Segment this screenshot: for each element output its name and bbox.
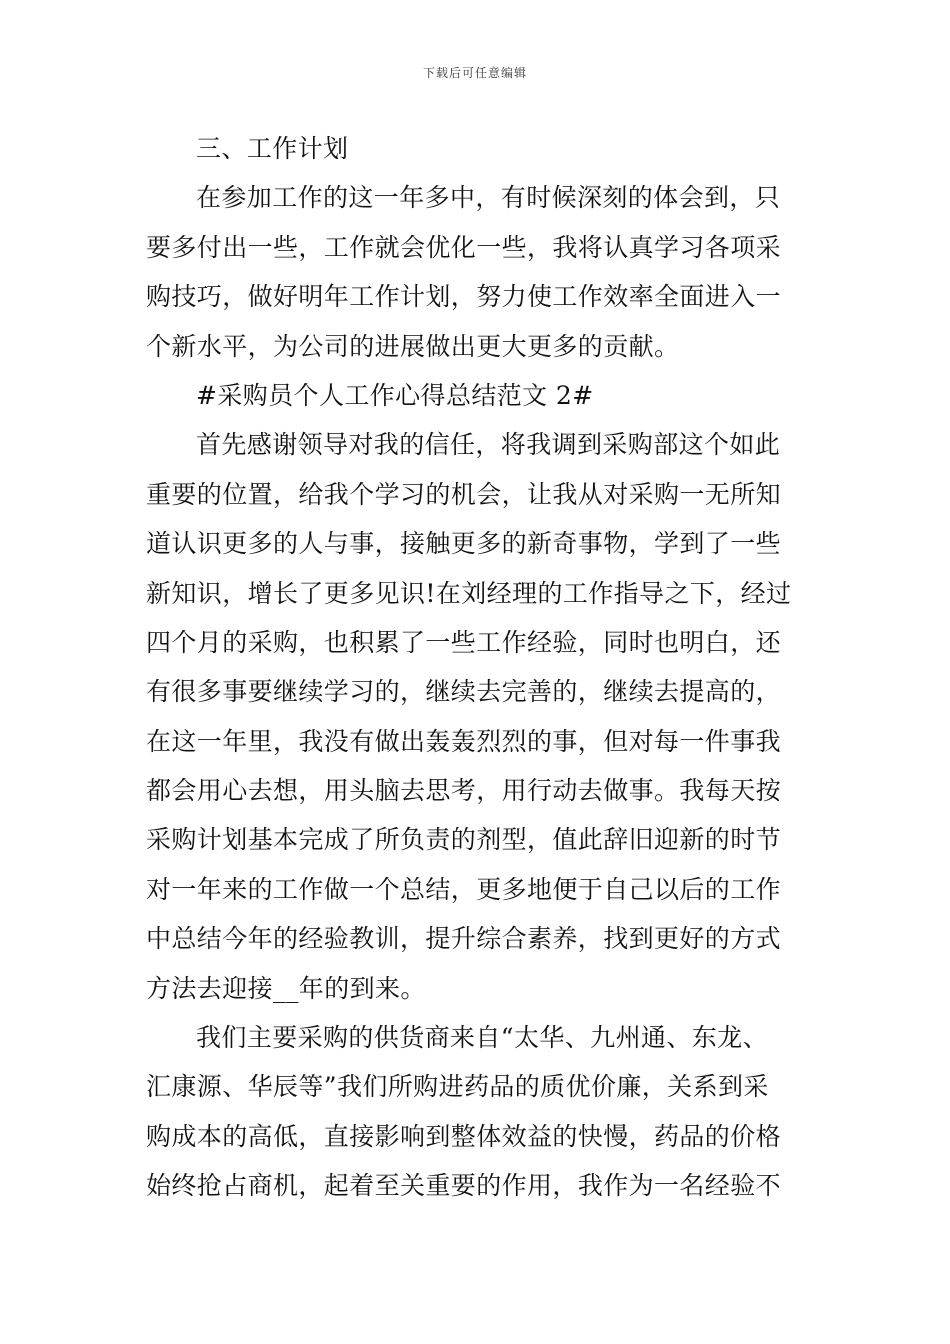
paragraph-line: 要多付出一些，工作就会优化一些，我将认真学习各项采 (146, 232, 782, 262)
paragraph-line: 中总结今年的经验教训，提升综合素养，找到更好的方式 (146, 924, 782, 954)
article-title: #采购员个人工作心得总结范文 2# (196, 380, 594, 410)
paragraph-line: 对一年来的工作做一个总结，更多地便于自己以后的工作 (146, 874, 782, 904)
paragraph-line: 个新水平，为公司的进展做出更大更多的贡献。 (146, 331, 680, 361)
paragraph-line: 始终抢占商机，起着至关重要的作用，我作为一名经验不 (146, 1171, 782, 1201)
paragraph-line: 新知识，增长了更多见识!在刘经理的工作指导之下，经过 (146, 578, 792, 608)
paragraph-line: 采购计划基本完成了所负责的剂型，值此辞旧迎新的时节 (146, 825, 782, 855)
header-note: 下载后可任意编辑 (422, 66, 527, 80)
paragraph-line: 方法去迎接__年的到来。 (146, 973, 426, 1003)
paragraph-line: 购技巧，做好明年工作计划，努力使工作效率全面进入一 (146, 282, 782, 312)
paragraph-line: 在参加工作的这一年多中，有时候深刻的体会到，只 (196, 183, 781, 213)
paragraph-line: 有很多事要继续学习的，继续去完善的，继续去提高的， (146, 677, 782, 707)
paragraph-line: 购成本的高低，直接影响到整体效益的快慢，药品的价格 (146, 1121, 782, 1151)
paragraph-line: 在这一年里，我没有做出轰轰烈烈的事，但对每一件事我 (146, 726, 782, 756)
paragraph-line: 我们主要采购的供货商来自“太华、九州通、东龙、 (196, 1023, 768, 1053)
paragraph-line: 重要的位置，给我个学习的机会，让我从对采购一无所知 (146, 479, 782, 509)
paragraph-line: 首先感谢领导对我的信任，将我调到采购部这个如此 (196, 430, 781, 460)
section-heading: 三、工作计划 (196, 134, 349, 163)
paragraph-line: 四个月的采购，也积累了一些工作经验，同时也明白，还 (146, 627, 782, 657)
paragraph-line: 道认识更多的人与事，接触更多的新奇事物，学到了一些 (146, 529, 782, 559)
document-body (146, 124, 808, 1211)
paragraph-line: 汇康源、华辰等”我们所购进药品的质优价廉，关系到采 (146, 1072, 769, 1102)
paragraph-line: 都会用心去想，用头脑去思考，用行动去做事。我每天按 (146, 776, 782, 806)
